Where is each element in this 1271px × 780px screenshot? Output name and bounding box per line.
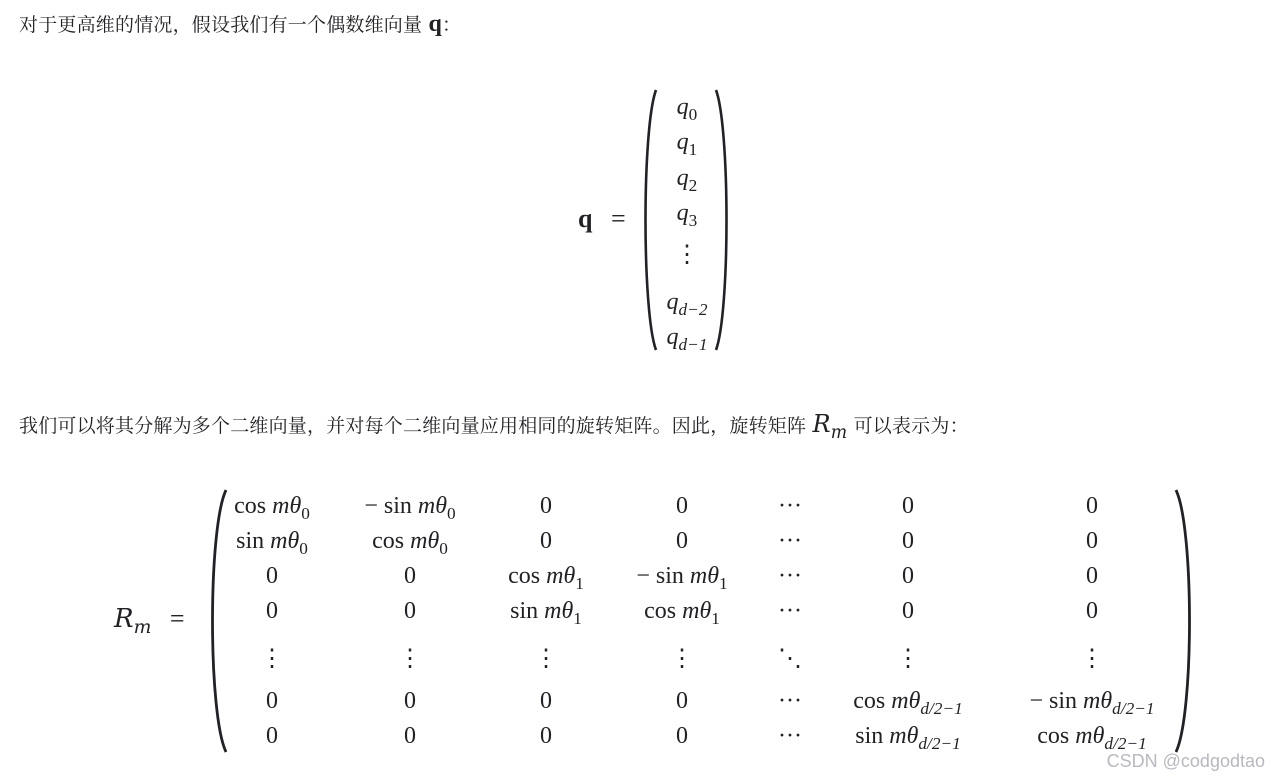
vector-equals-sign: =: [610, 204, 626, 233]
matrix-cell-sub: d/2−1: [1104, 733, 1147, 753]
matrix-cell: [818, 684, 998, 718]
vector-entry-sub: 1: [688, 139, 698, 159]
vector-entry: [652, 161, 722, 195]
matrix-lhs-sub: m: [133, 616, 152, 638]
matrix-cell-prefix: 0: [266, 563, 278, 589]
matrix-cell: [818, 559, 998, 593]
decomposition-text: 我们可以将其分解为多个二维向量，并对每个二维向量应用相同的旋转矩阵。因此，旋转矩阵: [19, 415, 807, 437]
matrix-cell-prefix: 0: [902, 598, 914, 624]
matrix-cell-prefix: 0: [676, 528, 688, 554]
vector-entry: [652, 125, 722, 159]
vector-entry: [652, 90, 722, 124]
matrix-cell-prefix: 0: [540, 723, 552, 749]
vector-entry-sub: d−1: [678, 334, 708, 354]
matrix-cell-variable: mθ: [889, 723, 919, 749]
matrix-cell-prefix: 0: [540, 688, 552, 714]
matrix-cell-prefix: cos: [644, 598, 683, 624]
matrix-cell-prefix: cos: [372, 528, 411, 554]
matrix-cell: [1002, 524, 1182, 558]
matrix-cell-prefix: 0: [266, 723, 278, 749]
matrix-cell-variable: mθ: [272, 493, 302, 519]
matrix-cell: [1002, 719, 1182, 753]
matrix-cell-prefix: 0: [902, 563, 914, 589]
matrix-cell-prefix: ···: [778, 723, 802, 749]
matrix-cell: [1002, 559, 1182, 593]
matrix-cell-sub: 1: [573, 608, 582, 628]
vector-entry-base: q: [676, 165, 689, 191]
matrix-cell-prefix: ⋮: [670, 646, 694, 672]
matrix-cell-prefix: ···: [778, 563, 802, 589]
matrix-cell-prefix: ···: [778, 598, 802, 624]
matrix-cell-prefix: 0: [1086, 493, 1098, 519]
matrix-cell-variable: mθ: [544, 598, 574, 624]
matrix-cell-prefix: 0: [540, 493, 552, 519]
matrix-lhs-symbol: [114, 604, 152, 638]
matrix-cell-prefix: sin: [855, 723, 890, 749]
matrix-right-paren: [1174, 488, 1196, 754]
matrix-cell: [1002, 594, 1182, 628]
vector-symbol-inline: q: [428, 11, 443, 37]
matrix-cell-sub: d/2−1: [920, 698, 963, 718]
matrix-cell-prefix: − sin: [1029, 688, 1084, 714]
vector-entry-base: q: [676, 94, 689, 120]
rotation-symbol-sub: m: [830, 422, 848, 443]
vector-entry-sub: 0: [688, 104, 698, 124]
matrix-cell: [1002, 642, 1182, 676]
matrix-cell-prefix: 0: [404, 598, 416, 624]
vector-entry: [652, 238, 722, 272]
matrix-cell-prefix: 0: [676, 688, 688, 714]
matrix-cell-prefix: ⋮: [260, 646, 284, 672]
matrix-cell-prefix: sin: [510, 598, 545, 624]
matrix-cell-prefix: ⋮: [1080, 646, 1104, 672]
vector-equation-lhs: [578, 204, 626, 234]
vector-entry-base: q: [676, 200, 689, 226]
matrix-cell-prefix: cos: [234, 493, 273, 519]
vector-entry-sub: d−2: [678, 299, 708, 319]
matrix-equals-sign: =: [169, 604, 185, 633]
vector-entry-base: q: [676, 129, 689, 155]
matrix-cell-prefix: 0: [266, 598, 278, 624]
matrix-lhs-letter: R: [114, 604, 134, 634]
matrix-cell-sub: d/2−1: [918, 733, 961, 753]
matrix-cell: [818, 642, 998, 676]
vector-entry: [652, 196, 722, 230]
decomposition-text-after: 可以表示为：: [853, 415, 969, 437]
matrix-cell-prefix: 0: [1086, 598, 1098, 624]
intro-punct: ：: [442, 14, 462, 36]
matrix-cell-prefix: − sin: [364, 493, 418, 519]
matrix-cell-prefix: 0: [540, 528, 552, 554]
rotation-symbol-inline: [812, 410, 848, 443]
matrix-cell-sub: 0: [439, 538, 448, 558]
matrix-cell-prefix: ⋱: [778, 646, 802, 672]
decomposition-paragraph: [19, 410, 969, 443]
matrix-cell-prefix: cos: [853, 688, 892, 714]
matrix-cell-prefix: cos: [508, 563, 547, 589]
matrix-cell-prefix: 0: [676, 723, 688, 749]
matrix-cell-prefix: cos: [1037, 723, 1076, 749]
matrix-cell-prefix: 0: [676, 493, 688, 519]
vector-entry-base: q: [666, 289, 679, 315]
matrix-cell-sub: 0: [447, 503, 456, 523]
vector-lhs-symbol: q: [578, 204, 593, 233]
vector-right-paren: [714, 88, 732, 352]
matrix-cell-prefix: sin: [236, 528, 271, 554]
matrix-cell-prefix: ···: [778, 528, 802, 554]
matrix-cell-sub: 1: [719, 573, 728, 593]
intro-paragraph: [19, 10, 461, 39]
matrix-cell-variable: mθ: [891, 688, 921, 714]
matrix-cell-prefix: ⋮: [398, 646, 422, 672]
matrix-cell-variable: mθ: [546, 563, 576, 589]
matrix-cell-sub: 1: [711, 608, 720, 628]
matrix-cell-sub: 1: [575, 573, 584, 593]
matrix-cell-variable: mθ: [689, 563, 720, 589]
matrix-cell-prefix: ···: [778, 688, 802, 714]
matrix-cell: [818, 524, 998, 558]
watermark: CSDN @codgodtao: [1106, 751, 1265, 771]
matrix-cell-sub: 0: [301, 503, 310, 523]
vector-entry: [652, 285, 722, 319]
matrix-cell-prefix: 0: [404, 688, 416, 714]
matrix-cell-prefix: ···: [778, 493, 802, 519]
matrix-cell-prefix: ⋮: [534, 646, 558, 672]
matrix-cell: [818, 489, 998, 523]
matrix-cell-variable: mθ: [1083, 688, 1113, 714]
matrix-cell: [818, 719, 998, 753]
matrix-cell-prefix: 0: [266, 688, 278, 714]
matrix-cell-prefix: 0: [1086, 528, 1098, 554]
vector-entry-base: ⋮: [675, 242, 699, 268]
matrix-cells: [214, 488, 1184, 753]
matrix-cell-variable: mθ: [270, 528, 300, 554]
matrix-cell-prefix: ⋮: [896, 646, 920, 672]
vector-entry-sub: 2: [688, 175, 698, 195]
matrix-cell-variable: mθ: [682, 598, 712, 624]
vector-entry-sub: 3: [688, 210, 698, 230]
matrix-cell: [1002, 489, 1182, 523]
matrix-cell-prefix: 0: [404, 563, 416, 589]
matrix-cell-variable: mθ: [410, 528, 440, 554]
matrix-cell-variable: mθ: [417, 493, 448, 519]
matrix-cell-prefix: 0: [404, 723, 416, 749]
rotation-symbol-letter: R: [812, 410, 831, 438]
matrix-cell-prefix: 0: [1086, 563, 1098, 589]
matrix-cell-sub: 0: [299, 538, 308, 558]
intro-text: 对于更高维的情况，假设我们有一个偶数维向量: [19, 14, 423, 36]
vector-entry: [652, 320, 722, 354]
vector-entry-base: q: [666, 324, 679, 350]
matrix-cell-prefix: − sin: [636, 563, 690, 589]
matrix-cell: [1002, 684, 1182, 718]
matrix-cell-sub: d/2−1: [1112, 698, 1155, 718]
matrix-cell-prefix: 0: [902, 528, 914, 554]
matrix-cell-variable: mθ: [1075, 723, 1105, 749]
matrix-cell: [818, 594, 998, 628]
matrix-cell-prefix: 0: [902, 493, 914, 519]
matrix-equation-lhs: [114, 604, 185, 638]
